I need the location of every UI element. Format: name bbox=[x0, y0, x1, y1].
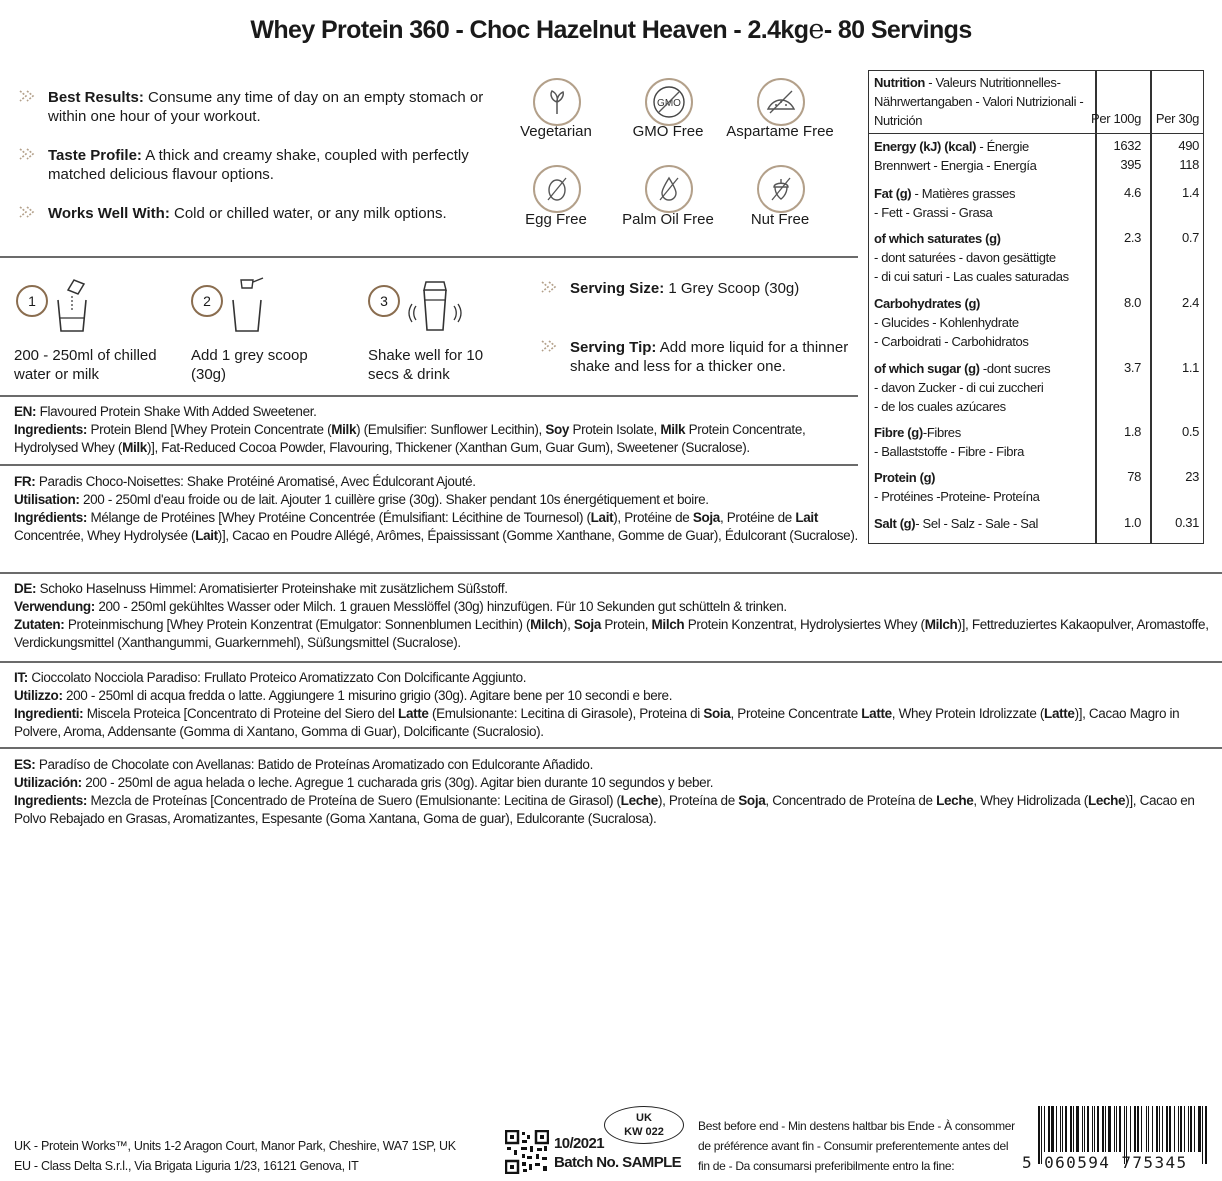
double-arrow-icon bbox=[540, 339, 562, 353]
barcode-digits bbox=[1022, 1153, 1218, 1172]
row-sublabel: - dont saturées - davon gesättigte bbox=[874, 250, 1056, 265]
row-label: Fat (g) bbox=[874, 186, 912, 201]
barcode-bar bbox=[1137, 1106, 1139, 1152]
divider bbox=[0, 256, 858, 258]
usage-label: Utilización: bbox=[14, 775, 82, 790]
serving-size bbox=[570, 279, 856, 298]
lang-block-de bbox=[14, 580, 1210, 652]
column-divider bbox=[1150, 71, 1152, 543]
value-100g: 78 bbox=[1127, 469, 1141, 484]
row-label: of which saturates (g) bbox=[874, 231, 1001, 246]
allergen: Latte bbox=[861, 706, 892, 721]
ing-part: )], Cacao Magro in Polvere, Aroma, Addensante (Gomma di Xantano, Gomma di Guar), Dolcificante (Sucralosio). bbox=[14, 706, 1180, 739]
step-1-number: 1 bbox=[16, 285, 48, 317]
row-label: Energy (kJ) (kcal) bbox=[874, 139, 977, 154]
value-100g: 8.0 bbox=[1123, 295, 1141, 310]
ingredients-label: Ingrédients: bbox=[14, 510, 88, 525]
divider bbox=[0, 395, 858, 397]
bullet-taste-profile bbox=[48, 146, 508, 184]
bullet-best-results bbox=[48, 88, 508, 126]
batch-date: 10/2021 bbox=[554, 1135, 605, 1152]
footer-addresses bbox=[14, 1136, 494, 1176]
value-100g: 3.7 bbox=[1123, 360, 1141, 375]
barcode-bar bbox=[1105, 1106, 1106, 1152]
value-30g: 1.1 bbox=[1181, 360, 1199, 375]
drop-icon bbox=[645, 165, 693, 213]
serving-size-text: 1 Grey Scoop (30g) bbox=[664, 280, 800, 297]
row-sublabel: - Matières grasses bbox=[911, 186, 1016, 201]
allergen: Milch bbox=[924, 617, 958, 632]
ing-part: , Proteine Concentrate bbox=[730, 706, 862, 721]
ing-part: ) (Emulsifier: Sunflower Lecithin), bbox=[356, 422, 546, 437]
barcode-bar bbox=[1190, 1106, 1192, 1152]
value-30g: 0.7 bbox=[1181, 230, 1199, 245]
step-2-number: 2 bbox=[191, 285, 223, 317]
barcode-bar bbox=[1156, 1106, 1158, 1152]
stamp-country: UK bbox=[636, 1112, 652, 1124]
barcode-left-digits: 060594 bbox=[1044, 1153, 1111, 1172]
ing-part: ), bbox=[562, 617, 574, 632]
barcode-bar bbox=[1116, 1106, 1117, 1152]
ing-part: , Whey Protein Idrolizzate ( bbox=[891, 706, 1045, 721]
barcode-bar bbox=[1169, 1106, 1172, 1152]
divider bbox=[0, 464, 858, 466]
ing-part: Protein Concentrate, Hydrolysed Whey ( bbox=[14, 422, 806, 455]
allergen: Latte bbox=[398, 706, 429, 721]
barcode-bar bbox=[1076, 1106, 1079, 1152]
row-label: Salt (g) bbox=[874, 516, 916, 531]
allergen: Soy bbox=[545, 422, 570, 437]
barcode-bar bbox=[1102, 1106, 1104, 1152]
lang-code: DE: bbox=[14, 581, 37, 596]
barcode-bar bbox=[1162, 1106, 1163, 1152]
lang-block-fr bbox=[14, 473, 858, 545]
col-per30g: Per 30g bbox=[1155, 111, 1199, 126]
allergen: Soia bbox=[703, 706, 731, 721]
ing-part: )], Fat-Reduced Cocoa Powder, Flavouring, Thickener (Xanthan Gum, Guar Gum), Sweetener (Sucralose). bbox=[146, 440, 750, 455]
row-sublabel: - di cui saturi - Las cuales saturadas bbox=[874, 269, 1069, 284]
value-30g: 23 bbox=[1185, 469, 1199, 484]
barcode-bar bbox=[1073, 1106, 1074, 1152]
barcode-bar bbox=[1166, 1106, 1168, 1152]
product-name: Paradíso de Chocolate con Avellanas: Batido de Proteínas Aromatizado con Edulcorante Añadido. bbox=[35, 757, 593, 772]
row-label: Fibre (g) bbox=[874, 425, 923, 440]
row-sublabel: - Protéines -Proteine- Proteína bbox=[874, 489, 1040, 504]
barcode-bar bbox=[1148, 1106, 1150, 1152]
value-30g: 490 bbox=[1178, 138, 1199, 153]
usage-text: 200 - 250ml d'eau froide ou de lait. Ajouter 1 cuillère grise (30g). Shaker pendant 10s énergétiquement et boire. bbox=[79, 492, 709, 507]
barcode-bar bbox=[1184, 1106, 1185, 1152]
bullet-label: Works Well With: bbox=[48, 205, 170, 222]
product-name: Schoko Haselnuss Himmel: Aromatisierter Proteinshake mit zusätzlichem Süßstoff. bbox=[36, 581, 508, 596]
column-divider bbox=[1095, 71, 1097, 543]
badge-palm-oil-free-label: Palm Oil Free bbox=[622, 211, 714, 228]
allergen: Milch bbox=[530, 617, 563, 632]
barcode-bar bbox=[1084, 1106, 1085, 1152]
barcode-bar bbox=[1094, 1106, 1095, 1152]
glass-pour-icon bbox=[54, 276, 90, 334]
stamp-code: KW 022 bbox=[624, 1126, 664, 1138]
ing-part: , Concentrado de Proteína de bbox=[765, 793, 937, 808]
ing-part: Concentrée, Whey Hydrolysée ( bbox=[14, 528, 196, 543]
barcode-bar bbox=[1130, 1106, 1131, 1152]
ing-part: )], Fettreduziertes Kakaopulver, Aromastoffe, Verdickungsmittel (Xanthangummi, Guarkernmehl), Süßungsmittel (Sucralose). bbox=[14, 617, 1209, 650]
nutrition-header-rest: - Valeurs Nutritionnelles- Nährwertangaben - Valori Nutrizionali - Nutrición bbox=[874, 75, 1084, 128]
uk-address: UK - Protein Works™, Units 1-2 Aragon Court, Manor Park, Cheshire, WA7 1SP, UK bbox=[14, 1139, 456, 1153]
double-arrow-icon bbox=[540, 280, 562, 294]
divider bbox=[0, 572, 1222, 574]
value-100g: 395 bbox=[1120, 157, 1141, 172]
allergen: Milk bbox=[331, 422, 357, 437]
usage-label: Verwendung: bbox=[14, 599, 95, 614]
barcode-bar bbox=[1048, 1106, 1050, 1152]
divider bbox=[0, 661, 1222, 663]
ing-part: , Protéine de bbox=[719, 510, 796, 525]
bullet-label: Best Results: bbox=[48, 89, 144, 106]
allergen: Milk bbox=[122, 440, 147, 455]
usage-label: Utilisation: bbox=[14, 492, 80, 507]
batch-number: Batch No. SAMPLE bbox=[554, 1154, 682, 1171]
usage-text: 200 - 250ml de agua helada o leche. Agregue 1 cucharada gris (30g). Agitar bien durante 10 segundos y beber. bbox=[81, 775, 714, 790]
usage-text: 200 - 250ml gekühltes Wasser oder Milch. 1 grauen Messlöffel (30g) hinzufügen. Für 10 Sekunden gut schütteln & trinken. bbox=[94, 599, 787, 614]
row-sublabel: - de los cuales azúcares bbox=[874, 399, 1006, 414]
acorn-icon bbox=[757, 165, 805, 213]
eu-address: EU - Class Delta S.r.l., Via Brigata Liguria 1/23, 16121 Genova, IT bbox=[14, 1159, 359, 1173]
barcode-bar bbox=[1070, 1106, 1072, 1152]
badge-aspartame-free-label: Aspartame Free bbox=[726, 123, 834, 140]
badge-egg-free-label: Egg Free bbox=[525, 211, 587, 228]
value-100g: 1.0 bbox=[1123, 515, 1141, 530]
serving-tip-text: Add more liquid for a thinner shake and less for a thicker one. bbox=[570, 339, 849, 375]
nutrition-row-energy bbox=[869, 133, 1203, 173]
value-100g: 2.3 bbox=[1123, 230, 1141, 245]
allergen: Lait bbox=[590, 510, 614, 525]
product-name: Paradis Choco-Noisettes: Shake Protéiné Aromatisé, Avec Édulcorant Ajouté. bbox=[35, 474, 476, 489]
barcode-bar bbox=[1051, 1106, 1054, 1152]
ing-part: Protein Isolate, bbox=[569, 422, 661, 437]
barcode-bar bbox=[1119, 1106, 1121, 1152]
row-sublabel: - Ballaststoffe - Fibre - Fibra bbox=[874, 444, 1025, 459]
title-servings: - 80 Servings bbox=[823, 16, 972, 44]
barcode-bar bbox=[1087, 1106, 1089, 1152]
barcode-bar bbox=[1065, 1106, 1067, 1152]
double-arrow-icon bbox=[18, 147, 40, 161]
usage-label: Utilizzo: bbox=[14, 688, 63, 703]
value-100g: 1.8 bbox=[1123, 424, 1141, 439]
value-30g: 2.4 bbox=[1181, 295, 1199, 310]
lang-code: ES: bbox=[14, 757, 36, 772]
lang-block-en bbox=[14, 403, 854, 457]
lang-block-es bbox=[14, 756, 1210, 828]
bullet-works-well bbox=[48, 204, 508, 223]
bullet-text: A thick and creamy shake, coupled with perfectly matched delicious flavour options. bbox=[48, 147, 469, 183]
barcode-first-digit: 5 bbox=[1022, 1153, 1034, 1172]
allergen: Soja bbox=[692, 510, 720, 525]
row-label: Protein (g) bbox=[874, 470, 936, 485]
ingredients-label: Zutaten: bbox=[14, 617, 65, 632]
barcode-bar bbox=[1062, 1106, 1063, 1152]
serving-size-label: Serving Size: bbox=[570, 280, 665, 297]
barcode-bar bbox=[1092, 1106, 1093, 1152]
title-main: Whey Protein 360 - Choc Hazelnut Heaven - 2.4kg bbox=[250, 16, 809, 44]
barcode-bar bbox=[1097, 1106, 1099, 1152]
col-per100g: Per 100g bbox=[1091, 111, 1141, 126]
barcode-bar bbox=[1056, 1106, 1057, 1152]
usage-text: 200 - 250ml di acqua fredda o latte. Aggiungere 1 misurino grigio (30g). Agitare bene per 10 secondi e bere. bbox=[62, 688, 673, 703]
ing-part: (Emulsionante: Lecitina di Girasole), Proteina di bbox=[428, 706, 704, 721]
row-sublabel: -dont sucres bbox=[979, 361, 1051, 376]
row-sublabel: Brennwert - Energia - Energía bbox=[874, 158, 1037, 173]
value-100g: 4.6 bbox=[1123, 185, 1141, 200]
page-title bbox=[0, 14, 1222, 45]
step-3-number: 3 bbox=[368, 285, 400, 317]
ing-part: ), Proteína de bbox=[657, 793, 739, 808]
double-arrow-icon bbox=[18, 205, 40, 219]
barcode-bar bbox=[1194, 1106, 1195, 1152]
lang-code: IT: bbox=[14, 670, 28, 685]
badge-gmo-free-label: GMO Free bbox=[632, 123, 704, 140]
barcode-bar bbox=[1141, 1106, 1142, 1152]
product-name: Cioccolato Nocciola Paradiso: Frullato Proteico Aromatizzato Con Dolcificante Aggiunto. bbox=[27, 670, 527, 685]
scoop-glass-icon bbox=[229, 276, 265, 334]
ing-part: )], Cacao en Poudre Allégé, Arômes, Épaississant (Gomme Xanthane, Gomme de Guar), Édulcorant (Sucralose). bbox=[217, 528, 858, 543]
lang-block-it bbox=[14, 669, 1210, 741]
ing-part: Protein Blend [Whey Protein Concentrate ( bbox=[87, 422, 332, 437]
badge-vegetarian-label: Vegetarian bbox=[520, 123, 592, 140]
bullet-label: Taste Profile: bbox=[48, 147, 142, 164]
nutrition-header bbox=[874, 73, 1090, 130]
nutrition-header-bold: Nutrition bbox=[874, 75, 926, 90]
step-2-text: Add 1 grey scoop (30g) bbox=[191, 347, 308, 383]
row-sublabel: - Sel - Salz - Sale - Sal bbox=[915, 516, 1039, 531]
value-30g: 0.5 bbox=[1181, 424, 1199, 439]
barcode-bar bbox=[1198, 1106, 1201, 1152]
lang-code: EN: bbox=[14, 404, 37, 419]
row-sublabel: - Carboidrati - Carbohidratos bbox=[874, 334, 1029, 349]
bullet-text: Consume any time of day on an empty stomach or within one hour of your workout. bbox=[48, 89, 484, 125]
barcode-bar bbox=[1060, 1106, 1061, 1152]
barcode-bar bbox=[1174, 1106, 1175, 1152]
value-100g: 1632 bbox=[1113, 138, 1141, 153]
allergen: Leche bbox=[1087, 793, 1126, 808]
row-label: of which sugar (g) bbox=[874, 361, 980, 376]
allergen: Milk bbox=[660, 422, 686, 437]
allergen: Lait bbox=[795, 510, 818, 525]
serving-tip bbox=[570, 338, 856, 376]
double-arrow-icon bbox=[18, 89, 40, 103]
barcode-bar bbox=[1044, 1106, 1045, 1152]
gmo-icon-text: GMO bbox=[657, 98, 681, 109]
uk-stamp bbox=[604, 1106, 684, 1144]
lang-code: FR: bbox=[14, 474, 36, 489]
allergen: Lait bbox=[195, 528, 218, 543]
step-3-text: Shake well for 10 secs & drink bbox=[368, 347, 484, 383]
ing-part: Protein, bbox=[601, 617, 652, 632]
barcode-bar bbox=[1180, 1106, 1182, 1152]
allergen: Milch bbox=[651, 617, 685, 632]
bullet-text: Cold or chilled water, or any milk options. bbox=[169, 205, 447, 222]
row-sublabel: - davon Zucker - di cui zuccheri bbox=[874, 380, 1044, 395]
powder-icon bbox=[757, 78, 805, 126]
ing-part: Miscela Proteica [Concentrato di Proteine del Siero del bbox=[83, 706, 399, 721]
value-30g: 0.31 bbox=[1175, 515, 1199, 530]
ing-part: Mezcla de Proteínas [Concentrado de Proteína de Suero (Emulsionante: Lecitina de Girasol) ( bbox=[87, 793, 621, 808]
row-sublabel: - Glucides - Kohlenhydrate bbox=[874, 315, 1019, 330]
row-sublabel: -Fibres bbox=[922, 425, 961, 440]
barcode-bar bbox=[1159, 1106, 1160, 1152]
barcode-bar bbox=[1114, 1106, 1115, 1152]
barcode-icon bbox=[1038, 1106, 1210, 1156]
step-1-text: 200 - 250ml of chilled water or milk bbox=[14, 347, 157, 383]
divider bbox=[0, 747, 1222, 749]
value-30g: 1.4 bbox=[1181, 185, 1199, 200]
ing-part: ), Protéine de bbox=[613, 510, 693, 525]
barcode-bar bbox=[1188, 1106, 1189, 1152]
allergen: Leche bbox=[936, 793, 974, 808]
row-label: Carbohydrates (g) bbox=[874, 296, 981, 311]
ing-part: )], Cacao en Polvo Rebajado en Grasas, Aromatizantes, Espesante (Goma Xantana, Goma de guar), Edulcorante (Sucralosa). bbox=[14, 793, 1195, 826]
ingredients-label: Ingredients: bbox=[14, 793, 88, 808]
qr-code-icon bbox=[505, 1130, 549, 1174]
estimate-mark: e bbox=[808, 14, 824, 45]
allergen: Soja bbox=[573, 617, 601, 632]
barcode-bar bbox=[1146, 1106, 1147, 1152]
row-sublabel: - Énergie bbox=[976, 139, 1029, 154]
barcode-bar bbox=[1178, 1106, 1179, 1152]
row-sublabel: - Fett - Grassi - Grasa bbox=[874, 205, 993, 220]
best-before-text: Best before end - Min destens haltbar bis Ende - À consommer de préférence avant fin - Consumir preferentemente antes del fin de - Da consumarsi preferibilmente entro la fine: bbox=[698, 1119, 1015, 1173]
nutrition-table bbox=[868, 70, 1204, 544]
value-30g: 118 bbox=[1179, 157, 1199, 172]
barcode-bar bbox=[1134, 1106, 1137, 1152]
badge-nut-free-label: Nut Free bbox=[750, 211, 810, 228]
egg-icon bbox=[533, 165, 581, 213]
barcode-right-digits: 775345 bbox=[1121, 1153, 1188, 1172]
allergen: Leche bbox=[620, 793, 658, 808]
ing-part: Protein Konzentrat, Hydrolysiertes Whey ( bbox=[684, 617, 925, 632]
allergen: Soja bbox=[738, 793, 766, 808]
shaker-icon bbox=[408, 276, 464, 336]
ing-part: Mélange de Protéines [Whey Protéine Concentrée (Émulsifiant: Lécithine de Tournesol) ( bbox=[87, 510, 591, 525]
ing-part: , Whey Hidrolizada ( bbox=[973, 793, 1088, 808]
allergen: Latte bbox=[1044, 706, 1075, 721]
serving-tip-label: Serving Tip: bbox=[570, 339, 657, 356]
leaf-icon bbox=[533, 78, 581, 126]
barcode-bar bbox=[1082, 1106, 1083, 1152]
product-name: Flavoured Protein Shake With Added Sweetener. bbox=[36, 404, 317, 419]
barcode-bar bbox=[1152, 1106, 1153, 1152]
ing-part: Proteinmischung [Whey Protein Konzentrat (Emulgator: Sonnenblumen Lecithin) ( bbox=[64, 617, 531, 632]
barcode-bar bbox=[1108, 1106, 1111, 1152]
gmo-icon bbox=[645, 78, 693, 126]
ingredients-label: Ingredienti: bbox=[14, 706, 84, 721]
ingredients-label: Ingredients: bbox=[14, 422, 88, 437]
